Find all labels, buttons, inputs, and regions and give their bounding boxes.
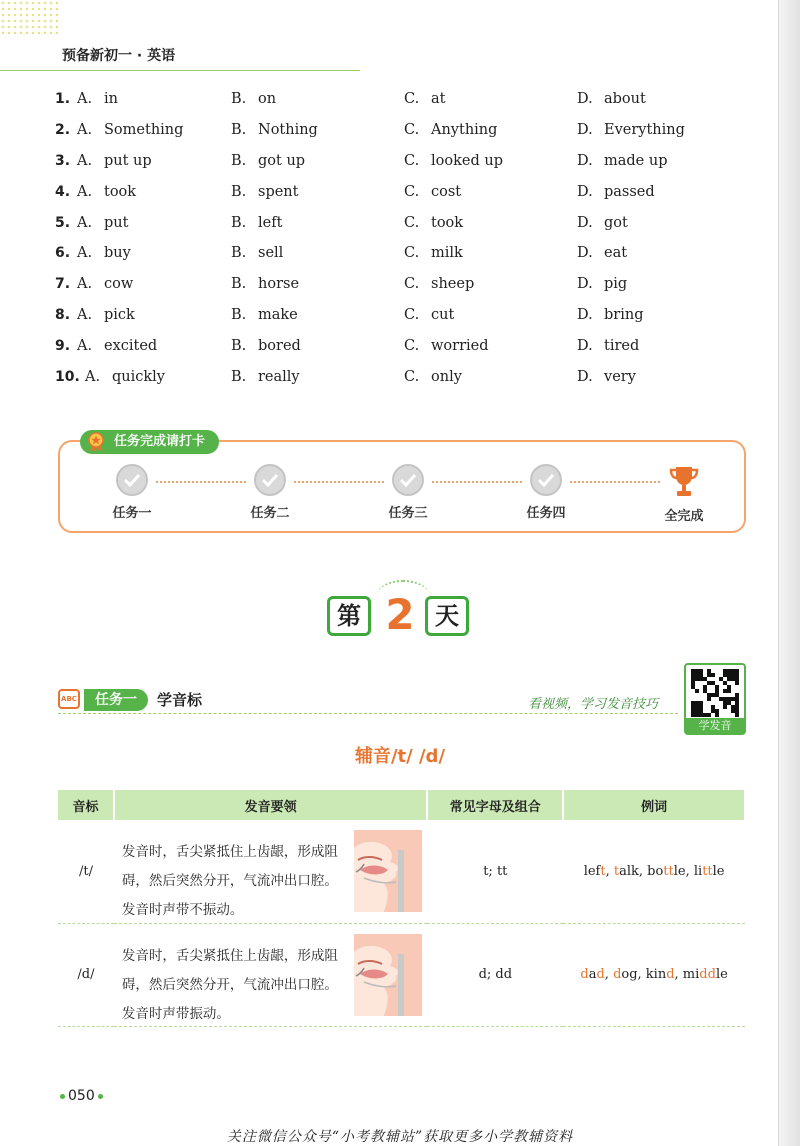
mouth-diagram-icon — [354, 830, 422, 912]
task-title: 学音标 — [157, 691, 203, 709]
example-text: , mi — [674, 967, 700, 982]
option-c[interactable] — [404, 245, 577, 261]
option-b[interactable] — [231, 307, 404, 323]
checklist-step-complete[interactable] — [644, 464, 724, 524]
option-text: quickly — [112, 368, 165, 385]
option-text: horse — [258, 276, 300, 293]
option-text: make — [258, 306, 298, 323]
option-a[interactable] — [77, 245, 231, 261]
table-header-row — [58, 790, 745, 820]
question-list — [55, 84, 755, 392]
option-letter: C. — [404, 152, 420, 169]
option-c[interactable] — [404, 215, 577, 231]
highlighted-letters: d — [613, 967, 622, 982]
option-b[interactable] — [231, 215, 404, 231]
option-b[interactable] — [231, 245, 404, 261]
option-letter: D. — [577, 245, 593, 262]
option-d[interactable] — [577, 245, 627, 261]
option-letter: D. — [577, 214, 593, 231]
option-text: got up — [258, 152, 306, 169]
option-text: left — [258, 214, 283, 231]
example-text: lef — [583, 863, 601, 879]
option-text: pick — [104, 306, 135, 323]
qr-code-icon — [691, 669, 739, 717]
option-text: sell — [258, 245, 284, 262]
checklist-step-label: 任务四 — [526, 506, 566, 521]
option-c[interactable] — [404, 91, 577, 107]
task-divider — [58, 713, 678, 714]
option-letter: C. — [404, 337, 420, 354]
option-d[interactable] — [577, 184, 655, 200]
checklist-step-2[interactable] — [230, 464, 310, 521]
option-letter: A. — [77, 183, 93, 200]
option-text: cut — [431, 306, 455, 323]
option-letter: D. — [577, 368, 593, 385]
question-row — [55, 361, 755, 392]
checklist-step-label: 任务一 — [112, 506, 152, 521]
question-row — [55, 300, 755, 331]
phonetic-symbol: /t/ — [58, 820, 114, 923]
option-c[interactable] — [404, 153, 577, 169]
option-letter: D. — [577, 91, 593, 108]
checklist-step-label: 任务三 — [388, 506, 428, 521]
pronunciation-cell — [114, 820, 427, 923]
option-text: put up — [104, 152, 152, 169]
option-c[interactable] — [404, 338, 577, 354]
checklist-step-label: 全完成 — [664, 509, 704, 524]
option-c[interactable] — [404, 122, 577, 138]
option-text: Everything — [604, 122, 685, 139]
option-d[interactable] — [577, 153, 668, 169]
highlighted-letters: t — [600, 863, 606, 879]
question-number: 5. — [55, 214, 71, 231]
question-row — [55, 207, 755, 238]
option-letter: B. — [231, 245, 247, 262]
pronunciation-description: 发音时，舌尖紧抵住上齿龈，形成阻碍，然后突然分开，气流冲出口腔。发音时声带不振动。 — [121, 844, 338, 918]
option-text: very — [604, 368, 636, 385]
option-text: on — [258, 91, 277, 108]
option-text: got — [604, 214, 628, 231]
option-letter: D. — [577, 276, 593, 293]
option-letter: A. — [77, 337, 93, 354]
qr-label: 学发音 — [686, 718, 744, 733]
option-c[interactable] — [404, 276, 577, 292]
task-checklist — [58, 434, 746, 533]
checkmark-icon — [392, 464, 424, 496]
option-b[interactable] — [231, 91, 404, 107]
question-row — [55, 84, 755, 115]
option-a[interactable] — [77, 91, 231, 107]
option-text: spent — [258, 183, 299, 200]
highlighted-letters: tt — [663, 863, 674, 879]
question-row — [55, 330, 755, 361]
table-row — [58, 820, 745, 923]
option-d[interactable] — [577, 91, 646, 107]
option-letter: A. — [77, 245, 93, 262]
option-letter: C. — [404, 91, 420, 108]
option-b[interactable] — [231, 122, 404, 138]
option-text: buy — [104, 245, 131, 262]
table-header: 音标 — [58, 790, 114, 820]
example-text: le, li — [673, 863, 703, 879]
option-a[interactable] — [77, 215, 231, 231]
option-b[interactable] — [231, 184, 404, 200]
example-text: le — [715, 967, 728, 982]
checklist-step-3[interactable] — [368, 464, 448, 521]
option-letter: B. — [231, 152, 247, 169]
option-text: took — [431, 214, 464, 231]
option-letter: B. — [231, 276, 247, 293]
pronunciation-cell — [114, 923, 427, 1026]
option-letter: B. — [231, 183, 247, 200]
question-number: 6. — [55, 245, 71, 262]
option-letter: A. — [77, 276, 93, 293]
option-letter: B. — [231, 91, 247, 108]
option-b[interactable] — [231, 338, 404, 354]
option-c[interactable] — [404, 369, 577, 385]
checklist-step-1[interactable] — [92, 464, 172, 521]
option-letter: A. — [77, 91, 93, 108]
option-letter: B. — [231, 337, 247, 354]
day-number: 2 — [385, 590, 415, 639]
option-d[interactable] — [577, 307, 643, 323]
highlighted-letters: tt — [702, 863, 713, 879]
option-a[interactable] — [77, 276, 231, 292]
option-text: Anything — [431, 122, 498, 139]
question-row — [55, 146, 755, 177]
example-text: , — [605, 863, 614, 879]
option-text: eat — [604, 245, 628, 262]
option-text: bored — [258, 337, 301, 354]
question-number: 7. — [55, 276, 71, 293]
option-letter: A. — [77, 214, 93, 231]
example-text: le — [712, 863, 725, 879]
dot-icon — [98, 1094, 103, 1099]
question-row — [55, 269, 755, 300]
abc-icon: ABC — [58, 689, 80, 709]
page-number — [57, 1088, 106, 1104]
option-text: worried — [431, 337, 489, 354]
example-text: a — [588, 967, 597, 982]
option-text: pig — [604, 276, 628, 293]
option-d[interactable] — [577, 369, 636, 385]
option-d[interactable] — [577, 338, 639, 354]
option-text: really — [258, 368, 300, 385]
option-letter: A. — [77, 122, 93, 139]
video-hint: 看视频，学习发音技巧 — [528, 697, 659, 712]
option-letter: A. — [77, 152, 93, 169]
option-text: only — [431, 368, 462, 385]
checkmark-icon — [530, 464, 562, 496]
option-b[interactable] — [231, 369, 404, 385]
option-letter: D. — [577, 306, 593, 323]
option-text: took — [104, 183, 137, 200]
option-text: excited — [104, 337, 158, 354]
question-number: 3. — [55, 152, 71, 169]
question-number: 2. — [55, 122, 71, 139]
page-spine-edge — [778, 0, 800, 1146]
question-number: 9. — [55, 337, 71, 354]
option-b[interactable] — [231, 276, 404, 292]
option-a[interactable] — [77, 122, 231, 138]
option-letter: C. — [404, 183, 420, 200]
letter-combinations: d; dd — [427, 923, 563, 1026]
example-text: alk, bo — [619, 863, 664, 879]
day-suffix: 天 — [425, 596, 469, 636]
corner-dot-pattern — [0, 0, 60, 34]
option-letter: C. — [404, 122, 420, 139]
ribbon-star-icon — [86, 432, 106, 452]
question-row — [55, 176, 755, 207]
option-d[interactable] — [577, 122, 685, 138]
option-letter: A. — [77, 306, 93, 323]
option-text: looked up — [431, 152, 503, 169]
example-words — [563, 923, 745, 1026]
question-number: 4. — [55, 183, 71, 200]
option-letter: D. — [577, 337, 593, 354]
question-number: 8. — [55, 306, 71, 323]
pronunciation-description: 发音时，舌尖紧抵住上齿龈，形成阻碍，然后突然分开，气流冲出口腔。发音时声带振动。 — [121, 947, 338, 1022]
option-letter: C. — [404, 306, 420, 323]
question-number: 1. — [55, 91, 71, 108]
checkmark-icon — [254, 464, 286, 496]
option-letter: C. — [404, 214, 420, 231]
option-letter: C. — [404, 245, 420, 262]
option-text: Nothing — [258, 122, 318, 139]
question-number: 10. — [55, 368, 80, 385]
page-number-text: 050 — [68, 1088, 95, 1104]
header-divider — [0, 70, 360, 71]
option-text: cow — [104, 276, 134, 293]
option-text: Something — [104, 122, 184, 139]
phonetic-symbol: /d/ — [58, 923, 114, 1026]
day-prefix: 第 — [327, 596, 371, 636]
option-a[interactable] — [77, 153, 231, 169]
table-header: 例词 — [563, 790, 745, 820]
option-a[interactable] — [85, 369, 231, 385]
option-c[interactable] — [404, 307, 577, 323]
footer-note: 关注微信公众号“小考教辅站”获取更多小学教辅资料 — [226, 1129, 574, 1145]
option-letter: C. — [404, 368, 420, 385]
option-text: made up — [604, 152, 668, 169]
table-header: 常见字母及组合 — [427, 790, 563, 820]
phonetics-table — [58, 790, 746, 1027]
option-text: milk — [431, 245, 463, 262]
dot-icon — [60, 1094, 65, 1099]
option-letter: B. — [231, 122, 247, 139]
option-text: passed — [604, 183, 655, 200]
highlighted-letters: d — [666, 967, 675, 982]
option-letter: A. — [85, 368, 101, 385]
trophy-icon — [668, 464, 700, 498]
option-text: put — [104, 214, 129, 231]
option-letter: B. — [231, 214, 247, 231]
highlighted-letters: t — [613, 863, 620, 879]
checklist-step-4[interactable] — [506, 464, 586, 521]
question-row — [55, 238, 755, 269]
day-banner — [327, 590, 473, 642]
highlighted-letters: d — [596, 967, 605, 982]
option-c[interactable] — [404, 184, 577, 200]
option-text: in — [104, 91, 118, 108]
option-letter: D. — [577, 122, 593, 139]
highlighted-letters: d — [580, 967, 589, 982]
option-a[interactable] — [77, 307, 231, 323]
checklist-step-label: 任务二 — [250, 506, 290, 521]
letter-combinations: t; tt — [427, 820, 563, 923]
option-letter: D. — [577, 152, 593, 169]
task-label: 任务一 — [84, 689, 148, 711]
option-text: about — [604, 91, 646, 108]
option-text: cost — [431, 183, 462, 200]
option-letter: B. — [231, 306, 247, 323]
section-heading: 辅音/t/ /d/ — [354, 746, 446, 767]
option-text: at — [431, 91, 446, 108]
example-text: , — [604, 967, 614, 982]
option-letter: D. — [577, 183, 593, 200]
option-text: sheep — [431, 276, 475, 293]
qr-code[interactable] — [684, 663, 746, 735]
checklist-badge-label: 任务完成请打卡 — [114, 434, 206, 449]
option-text: tired — [604, 337, 640, 354]
checklist-badge — [80, 430, 219, 454]
question-row — [55, 115, 755, 146]
mouth-diagram-icon — [354, 934, 422, 1016]
option-letter: C. — [404, 276, 420, 293]
option-d[interactable] — [577, 215, 628, 231]
example-text: og, kin — [621, 967, 667, 982]
option-b[interactable] — [231, 153, 404, 169]
option-letter: B. — [231, 368, 247, 385]
table-header: 发音要领 — [114, 790, 427, 820]
highlighted-letters: dd — [699, 967, 716, 982]
checkmark-icon — [116, 464, 148, 496]
table-row — [58, 923, 745, 1026]
option-d[interactable] — [577, 276, 627, 292]
option-a[interactable] — [77, 338, 231, 354]
example-words — [563, 820, 745, 923]
option-text: bring — [604, 306, 644, 323]
page-header-title: 预备新初一 · 英语 — [62, 48, 176, 64]
option-a[interactable] — [77, 184, 231, 200]
